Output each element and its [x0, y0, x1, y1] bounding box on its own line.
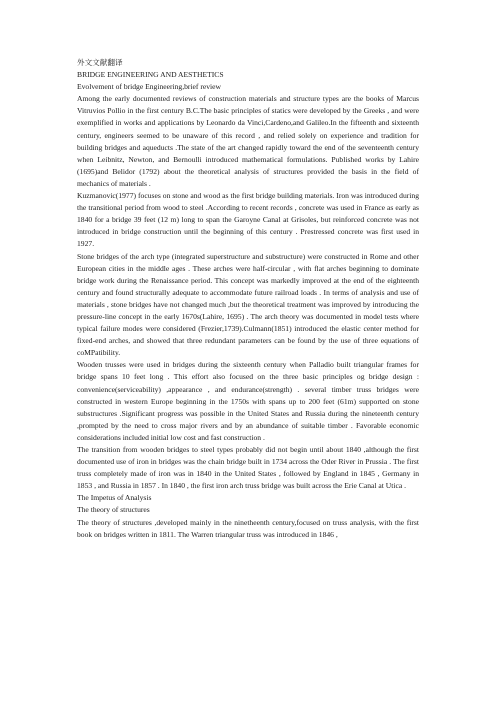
paragraph-5: The transition from wooden bridges to steel types probably did not begin until about 1840 ,although the first documented use of iron in bridges was the chain bridge built in 1734 across the Oder River in Prussia . The first truss completely made of iron was in 1840 in the United States , followed by England in 1845 , Germany in 1853 , and Russia in 1857 . In 1840 , the first iron arch truss bridge was built across the Erie Canal at Utica . — [77, 445, 419, 491]
paragraph-3: Stone bridges of the arch type (integrated superstructure and substructure) were constructed in Rome and other European cities in the middle ages . These arches were half-circular , with flat arches beginning to dominate bridge work during the Renaissance period. This concept was markedly improved at the end of the eighteenth century and found structurally adequate to accommodate future railroad loads . In terms of analysis and use of materials , stone bridges have not changed much ,but the theoretical treatment was improved by introducing the pressure-line concept in the early 1670s(Lahire, 1695) . The arch theory was documented in model tests where typical failure modes were considered (Frezier,1739).Culmann(1851) introduced the elastic center method for fixed-end arches, and showed that three redundant parameters can be found by the use of three equations of coMPatibility. — [77, 251, 419, 358]
header-note: 外文文献翻译 — [77, 58, 123, 67]
section-heading-impetus: The Impetus of Analysis — [77, 493, 152, 503]
paragraph-1: Among the early documented reviews of construction materials and structure types are the books of Marcus Vitruvios Pollio in the first century B.C.The basic principles of statics were developed by the Greeks , and were exemplified in works and applications by Leonardo da Vinci,Cardeno,and Galileo.In the fifteenth and sixteenth century, engineers seemed to be unaware of this record , and relied solely on experience and tradition for building bridges and aqueducts .The state of the art changed rapidly toward the end of the seventeenth century when Leibnitz, Newton, and Bernoulli introduced mathematical formulations. Published works by Lahire (1695)and Belidor (1792) about the theoretical analysis of structures provided the basis in the field of mechanics of materials . — [77, 94, 419, 188]
document-subtitle: Evolvement of bridge Engineering,brief review — [77, 82, 222, 92]
document-title: BRIDGE ENGINEERING AND AESTHETICS — [77, 70, 224, 80]
document-page — [77, 57, 419, 541]
paragraph-4: Wooden trusses were used in bridges during the sixteenth century when Palladio built triangular frames for bridge spans 10 feet long . This effort also focused on the three basic principles og bridge design : convenience(serviceability) ,appearance , and endurance(strength) . several timber truss bridges were constructed in western Europe beginning in the 1750s with spans up to 200 feet (61m) supported on stone substructures .Significant progress was possible in the United States and Russia during the nineteenth century ,prompted by the need to cross major rivers and by an abundance of suitable timber . Favorable economic considerations included initial low cost and fast construction . — [77, 360, 419, 442]
section-heading-theory: The theory of structures — [77, 505, 150, 515]
paragraph-final: The theory of structures ,developed mainly in the ninetheenth century,focused on truss analysis, with the first book on bridges written in 1811. The Warren triangular truss was introduced in 1846 , — [77, 517, 419, 539]
paragraph-2: Kuzmanovic(1977) focuses on stone and wood as the first bridge building materials. Iron was introduced during the transitional period from wood to steel .According to recent records , concrete was used in France as early as 1840 for a bridge 39 feet (12 m) long to span the Garoyne Canal at Grisoles, but reinforced concrete was not introduced in bridge construction until the beginning of this century . Prestressed concrete was first used in 1927. — [77, 191, 419, 249]
